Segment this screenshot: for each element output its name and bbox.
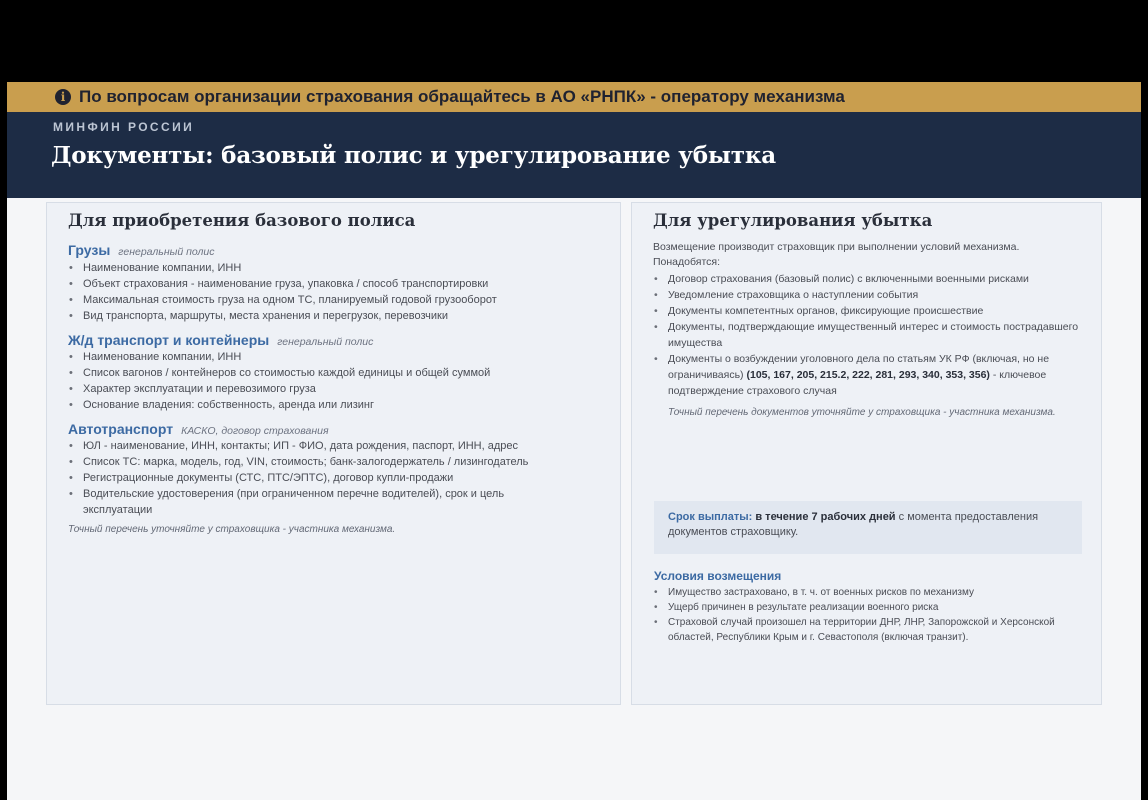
org-label: МИНФИН РОССИИ: [53, 120, 195, 134]
section-heading-label: Автотранспорт: [68, 421, 174, 437]
payout-label: Срок выплаты:: [668, 511, 753, 523]
payout-rest: с момента предоставления документов страховщику.: [668, 511, 1039, 538]
card-title: Для урегулирования убытка: [653, 211, 933, 230]
section-heading-label: Грузы: [68, 242, 111, 258]
list-item: • Максимальная стоимость груза на одном ТС, планируемый годовой грузооборот: [68, 292, 608, 308]
conditions-list: [653, 585, 1068, 645]
section-subheading: генеральный полис: [277, 336, 374, 348]
payout-value: в течение 7 рабочих дней: [755, 511, 896, 523]
left-note: Точный перечень уточняйте у страховщика - участника механизма.: [68, 524, 396, 535]
list-item: • Ущерб причинен в результате реализации военного риска: [653, 600, 1068, 615]
list-item: • Наименование компании, ИНН: [68, 260, 608, 276]
card-title: Для приобретения базового полиса: [68, 211, 416, 230]
right-note: Точный перечень документов уточняйте у страховщика - участника механизма.: [668, 407, 1056, 418]
list-item: • Договор страхования (базовый полис) с включенными военными рисками: [653, 271, 1085, 287]
claims-documents-card: [631, 202, 1102, 705]
list-item: • Список ТС: марка, модель, год, VIN, стоимость; банк-залогодержатель / лизингодатель: [68, 454, 568, 470]
list-item-criminal-case: [653, 351, 1085, 399]
list-item: • Регистрационные документы (СТС, ПТС/ЭПТС), договор купли-продажи: [68, 470, 568, 486]
banner-text: По вопросам организации страхования обращайтесь в АО «РНПК» - оператору механизма: [79, 87, 845, 106]
list-item: • Наименование компании, ИНН: [68, 349, 608, 365]
info-banner: [7, 82, 1141, 112]
cargo-list: [68, 260, 608, 324]
section-heading-label: Ж/д транспорт и контейнеры: [68, 332, 270, 348]
list-item: • Документы, подтверждающие имущественный интерес и стоимость пострадавшего имущества: [653, 319, 1085, 351]
info-icon: i: [55, 89, 71, 105]
conditions-title: Условия возмещения: [654, 569, 782, 583]
policy-documents-card: [46, 202, 621, 705]
page-title: Документы: базовый полис и урегулирование убытка: [51, 142, 776, 169]
list-item: • Вид транспорта, маршруты, места хранения и перегрузок, перевозчики: [68, 308, 608, 324]
list-item: • ЮЛ - наименование, ИНН, контакты; ИП - ФИО, дата рождения, паспорт, ИНН, адрес: [68, 438, 568, 454]
slide: [7, 82, 1141, 800]
claims-intro: Возмещение производит страховщик при выполнении условий механизма. Понадобятся:: [653, 241, 1020, 268]
list-item: • Документы компетентных органов, фиксирующие происшествие: [653, 303, 1085, 319]
section-subheading: генеральный полис: [118, 246, 215, 258]
section-subheading: КАСКО, договор страхования: [181, 425, 329, 437]
criminal-case-text: Документы о возбуждении уголовного дела по статьям УК РФ (включая, но не ограничиваясь): [668, 353, 1050, 381]
claims-list: [653, 271, 1085, 399]
payout-box: [654, 501, 1082, 554]
rail-list: [68, 349, 608, 413]
list-item: • Водительские удостоверения (при ограниченном перечне водителей), срок и цель эксплуатации: [68, 486, 568, 518]
section-heading-rail: [68, 332, 373, 348]
list-item: • Основание владения: собственность, аренда или лизинг: [68, 397, 608, 413]
list-item: • Список вагонов / контейнеров со стоимостью каждой единицы и общей суммой: [68, 365, 608, 381]
list-item: • Имущество застраховано, в т. ч. от военных рисков по механизму: [653, 585, 1068, 600]
list-item: • Объект страхования - наименование груза, упаковка / способ транспортировки: [68, 276, 608, 292]
page-header: [7, 112, 1141, 198]
list-item: • Характер эксплуатации и перевозимого груза: [68, 381, 608, 397]
section-heading-cargo: [68, 242, 214, 258]
criminal-case-suffix: - ключевое подтверждение страхового случая: [668, 369, 1047, 397]
criminal-articles: (105, 167, 205, 215.2, 222, 281, 293, 340, 353, 356): [746, 369, 990, 381]
list-item: • Уведомление страховщика о наступлении события: [653, 287, 1085, 303]
section-heading-auto: [68, 421, 329, 437]
list-item: • Страховой случай произошел на территории ДНР, ЛНР, Запорожской и Херсонской областей, Республики Крым и г. Севастополя (включая транзит).: [653, 615, 1068, 645]
auto-list: [68, 438, 568, 518]
